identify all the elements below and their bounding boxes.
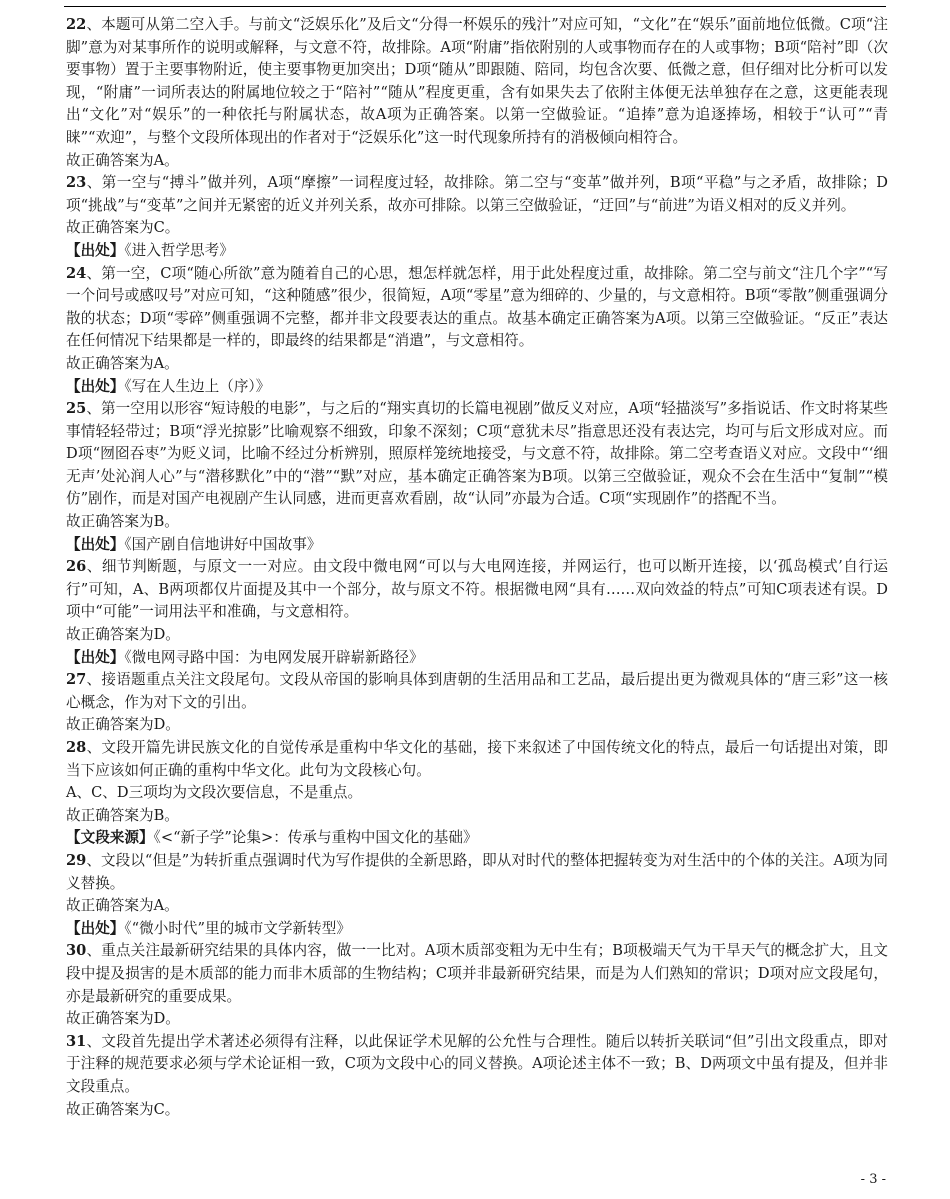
explanation-24 xyxy=(66,263,888,353)
source-label: 【出处】 xyxy=(66,648,125,666)
answer-line: 故正确答案为B。 xyxy=(66,513,179,531)
explanation-28 xyxy=(66,737,888,782)
explanation-31 xyxy=(66,1031,888,1099)
source-label: 【出处】 xyxy=(66,535,125,553)
answer-line: 故正确答案为D。 xyxy=(66,626,180,644)
explanation-text: 、细节判断题，与原文一一对应。由文段中微电网“可以与大电网连接，并网运行，也可以断开连接，以‘孤岛模式’自行运行”可知，A、B两项都仅片面提及其中一个部分，故与原文不符。根据微电网“具有……双向效益的特点”可知C项表述有误。D项中“可能”一词用法平和准确，与文意相符。 xyxy=(66,558,888,621)
explanation-29 xyxy=(66,850,888,895)
explanation-26 xyxy=(66,556,888,624)
explanation-text: 、文段首先提出学术著述必须得有注释，以此保证学术见解的公允性与合理性。随后以转折关联词“但”引出文段重点，即对于注释的规范要求必须与学术论证相一致，C项为文段中心的同义替换。A项论述主体不一致；B、D两项文中虽有提及，但并非文段重点。 xyxy=(66,1032,888,1095)
explanation-27 xyxy=(66,669,888,714)
answer-line: 故正确答案为B。 xyxy=(66,806,179,824)
explanation-text: 、本题可从第二空入手。与前文“泛娱乐化”及后文“分得一杯娱乐的残汁”对应可知，“文化”在“娱乐”面前地位低微。C项“注脚”意为对某事所作的说明或解释，与文意不符，故排除。A项“附庸”指依附别的人或事物而存在的人或事物；B项“陪衬”即（次要事物）置于主要事物附近，使主要事物更加突出；D项“随从”即跟随、陪同，均包含次要、低微之意，但仔细对比分析可以发现，“附庸”一词所表达的附属地位较之于“陪衬”“随从”程度更重，含有如果失去了依附主体便无法单独存在之意，这更能表现出“文化”对“娱乐”的一种依托与附属状态，故A项为正确答案。以第一空做验证。“追捧”意为追逐捧场，相较于“认可”“青睐”“欢迎”，与整个文段所体现出的作者对于“泛娱乐化”这一时代现象所持有的消极倾向相符合。 xyxy=(66,16,888,146)
answer-explanations xyxy=(66,14,888,1121)
source-title: 《“微小时代”里的城市文学新转型》 xyxy=(124,919,351,937)
header-rule xyxy=(64,6,886,7)
source-label: 【出处】 xyxy=(66,377,125,395)
source-line xyxy=(66,240,888,263)
explanation-text: 、接语题重点关注文段尾句。文段从帝国的影响具体到唐朝的生活用品和工艺品，最后提出更为微观具体的“唐三彩”这一核心概念，作为对下文的引出。 xyxy=(66,671,888,711)
question-number: 30 xyxy=(66,942,87,960)
explanation-extra: A、C、D三项均为文段次要信息，不是重点。 xyxy=(66,784,363,802)
source-line xyxy=(66,376,888,399)
explanation-text: 、文段开篇先讲民族文化的自觉传承是重构中华文化的基础，接下来叙述了中国传统文化的特点，最后一句话提出对策，即当下应该如何正确的重构中华文化。此句为文段核心句。 xyxy=(66,739,888,779)
source-title: 《写在人生边上（序）》 xyxy=(124,377,271,395)
answer-line: 故正确答案为D。 xyxy=(66,716,180,734)
question-number: 27 xyxy=(66,671,87,689)
source-line xyxy=(66,534,888,557)
question-number: 24 xyxy=(66,264,87,282)
explanation-text: 、第一空用以形容“短诗般的电影”，与之后的“翔实真切的长篇电视剧”做反义对应，A项“轻描淡写”多指说话、作文时将某些事情轻轻带过；B项“浮光掠影”比喻观察不细致，印象不深刻；C项“意犹未尽”指意思还没有表达完，均可与后文形成对应。而D项“囫囵吞枣”为贬义词，比喻不经过分析辨别，照原样笼统地接受，与文意不符，故排除。第二空考查语义对应。文段中“‘细无声’处沁润人心”与“潜移默化”中的“潜”“默”对应，基本确定正确答案为B项。以第三空做验证，观众不会在生活中“复制”“模仿”剧作，而是对国产电视剧产生认同感，进而更喜欢看剧，故“认同”亦最为合适。C项“实现剧作”的搭配不当。 xyxy=(66,400,888,508)
answer-line: 故正确答案为A。 xyxy=(66,354,179,372)
explanation-25 xyxy=(66,398,888,511)
question-number: 22 xyxy=(66,16,87,33)
answer-line: 故正确答案为A。 xyxy=(66,151,179,169)
source-line xyxy=(66,647,888,670)
explanation-text: 、重点关注最新研究结果的具体内容，做一一比对。A项木质部变粗为无中生有；B项极端天气为干旱天气的概念扩大，且文段中提及损害的是木质部的能力而非木质部的生物结构；C项并非最新研究结果，而是为人们熟知的常识；D项对应文段尾句，亦是最新研究的重要成果。 xyxy=(66,942,888,1005)
source-label: 【出处】 xyxy=(66,919,125,937)
question-number: 28 xyxy=(66,739,87,756)
explanation-text: 、第一空，C项“随心所欲”意为随着自己的心思，想怎样就怎样，用于此处程度过重，故排除。第二空与前文“注几个字”“写一个问号或感叹号”对应可知，“这种随感”很少，很简短，A项“零星”意为细碎的、少量的，与文意相符。B项“零散”侧重强调分散的状态；D项“零碎”侧重强调不完整，都并非文段要表达的重点。故基本确定正确答案为A项。以第三空做验证。“反正”表达在任何情况下结果都是一样的，即最终的结果都是“消遣”，与文意相符。 xyxy=(66,264,888,350)
source-title: 《进入哲学思考》 xyxy=(124,241,234,259)
explanation-22 xyxy=(66,14,888,150)
source-label: 【文段来源】 xyxy=(66,829,154,847)
source-label: 【出处】 xyxy=(66,241,125,259)
page-number: - 3 - xyxy=(860,1172,886,1187)
source-title: 《国产剧自信地讲好中国故事》 xyxy=(124,535,322,553)
source-title: 《微电网寻路中国：为电网发展开辟崭新路径》 xyxy=(124,648,424,666)
answer-line: 故正确答案为C。 xyxy=(66,219,180,237)
explanation-text: 、文段以“但是”为转折重点强调时代为写作提供的全新思路，即从对时代的整体把握转变为对生活中的个体的关注。A项为同义替换。 xyxy=(66,851,888,892)
answer-line: 故正确答案为A。 xyxy=(66,897,179,915)
question-number: 26 xyxy=(66,558,87,576)
answer-line: 故正确答案为C。 xyxy=(66,1100,180,1118)
source-line xyxy=(66,918,888,941)
question-number: 29 xyxy=(66,851,87,869)
explanation-23 xyxy=(66,172,888,217)
question-number: 31 xyxy=(66,1032,87,1050)
answer-line: 故正确答案为D。 xyxy=(66,1010,180,1028)
explanation-text: 、第一空与“搏斗”做并列，A项“摩擦”一词程度过轻，故排除。第二空与“变革”做并列，B项“平稳”与之矛盾，故排除；D项“挑战”与“变革”之间并无紧密的近义并列关系，故亦可排除。以第三空做验证，“迂回”与“前进”为语义相对的反义并列。 xyxy=(66,174,888,214)
question-number: 25 xyxy=(66,400,87,418)
question-number: 23 xyxy=(66,174,87,192)
source-title: 《<“新子学”论集>：传承与重构中国文化的基础》 xyxy=(153,829,478,847)
explanation-30 xyxy=(66,940,888,1008)
source-line xyxy=(66,827,888,850)
